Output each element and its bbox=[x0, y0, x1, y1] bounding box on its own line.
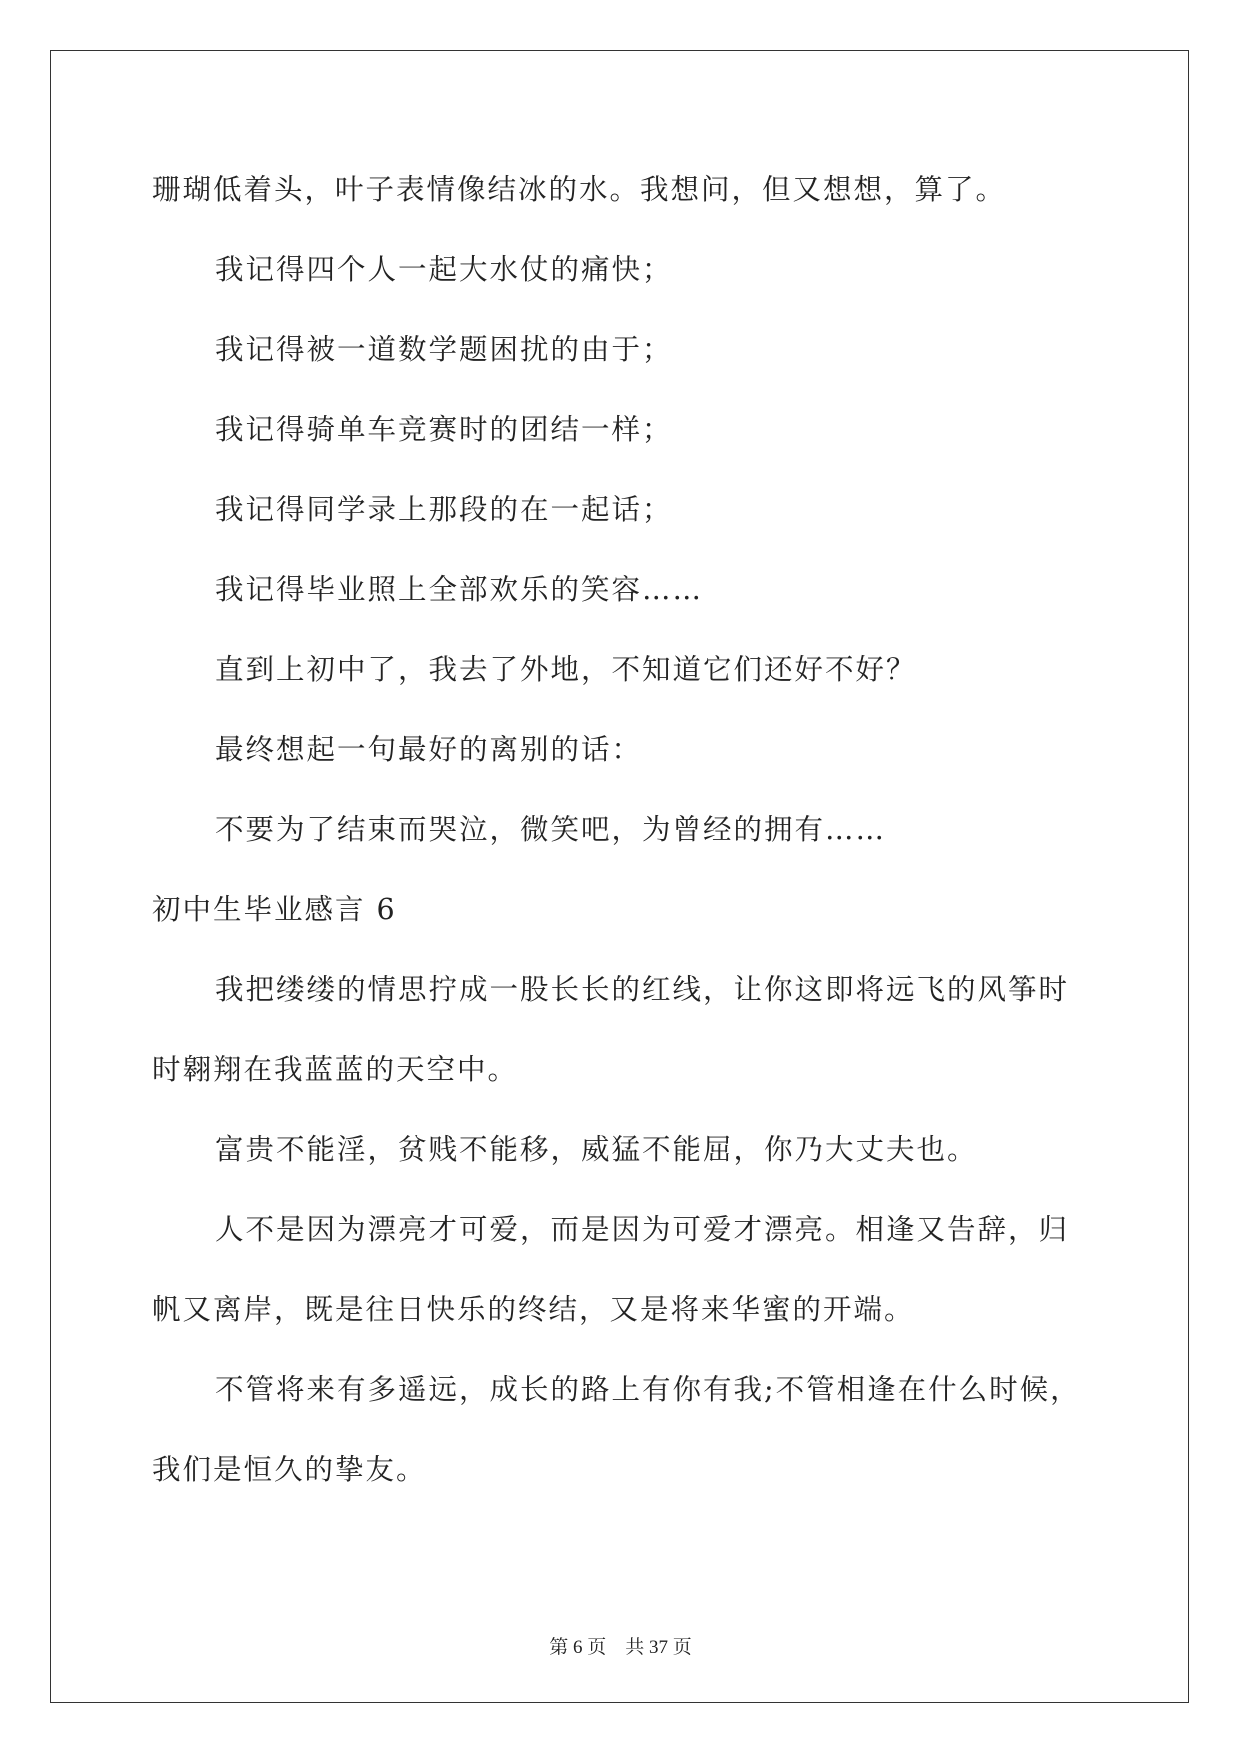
text-line: 珊瑚低着头，叶子表情像结冰的水。我想问，但又想想，算了。 bbox=[152, 173, 1007, 206]
text-line: 富贵不能淫，贫贱不能移，威猛不能屈，你乃大丈夫也。 bbox=[215, 1133, 978, 1166]
text-line: 我们是恒久的挚友。 bbox=[152, 1453, 427, 1486]
text-line: 我记得骑单车竞赛时的团结一样； bbox=[215, 413, 673, 446]
text-line: 我记得四个人一起大水仗的痛快； bbox=[215, 253, 673, 286]
text-line: 我把缕缕的情思拧成一股长长的红线，让你这即将远飞的风筝时 bbox=[215, 973, 1070, 1006]
text-line: 人不是因为漂亮才可爱，而是因为可爱才漂亮。相逢又告辞，归 bbox=[215, 1213, 1070, 1246]
text-line: 时翱翔在我蓝蓝的天空中。 bbox=[152, 1053, 519, 1086]
section-heading: 初中生毕业感言 6 bbox=[152, 893, 397, 926]
text-line: 我记得同学录上那段的在一起话； bbox=[215, 493, 673, 526]
page-footer: 第 6 页 共 37 页 bbox=[549, 1637, 692, 1658]
text-line: 直到上初中了，我去了外地，不知道它们还好不好？ bbox=[215, 653, 917, 686]
text-line: 我记得被一道数学题困扰的由于； bbox=[215, 333, 673, 366]
text-line: 我记得毕业照上全部欢乐的笑容…… bbox=[215, 573, 704, 606]
text-line: 帆又离岸，既是往日快乐的终结，又是将来华蜜的开端。 bbox=[152, 1293, 915, 1326]
text-line: 不要为了结束而哭泣，微笑吧，为曾经的拥有…… bbox=[215, 813, 887, 846]
text-line: 不管将来有多遥远，成长的路上有你有我;不管相逢在什么时候， bbox=[215, 1373, 1081, 1406]
text-line: 最终想起一句最好的离别的话： bbox=[215, 733, 643, 766]
